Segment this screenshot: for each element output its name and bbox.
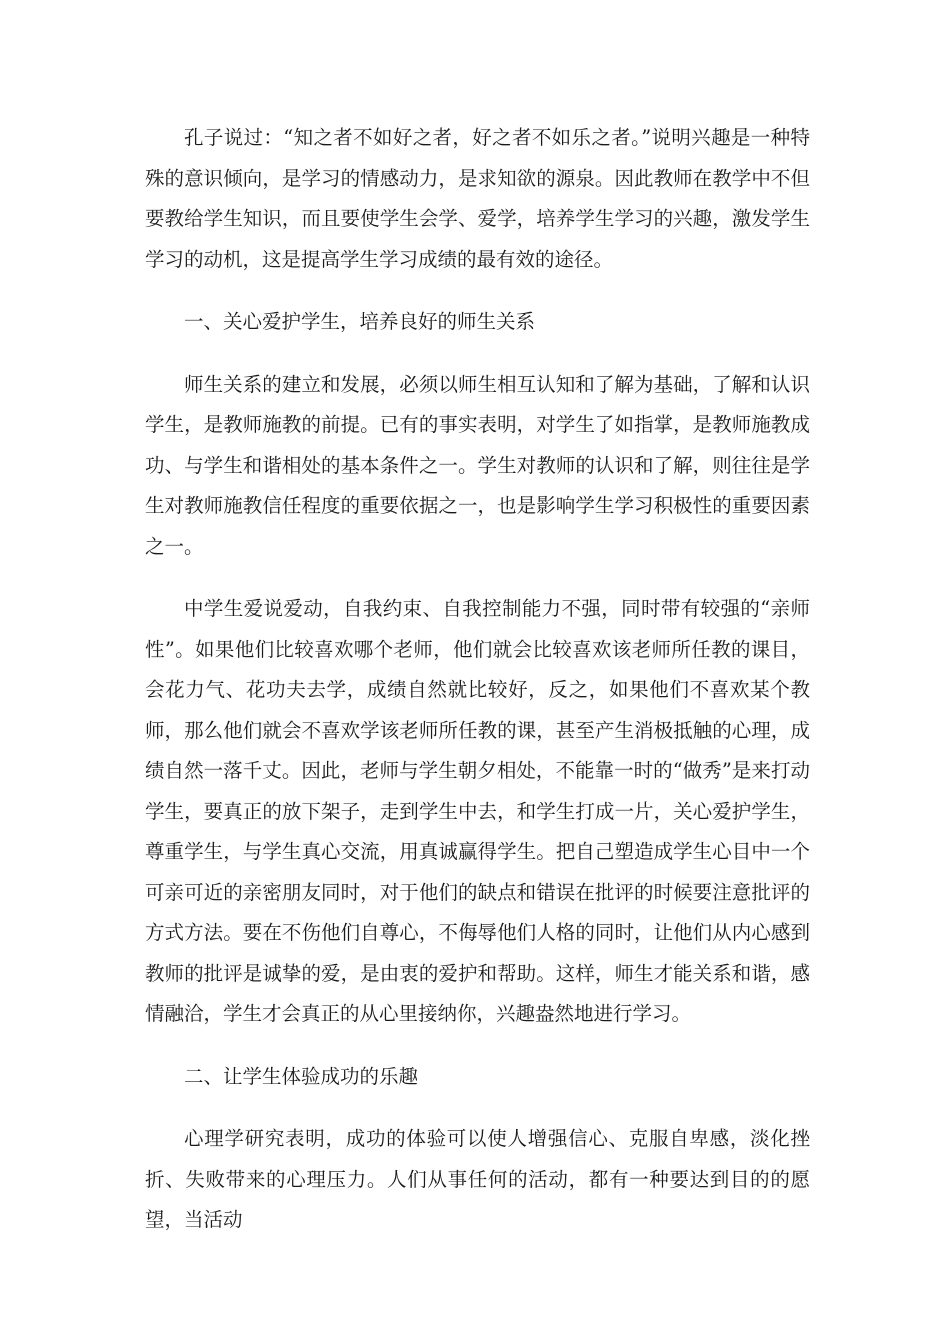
- section-heading-2: 二、让学生体验成功的乐趣: [184, 1064, 419, 1088]
- section-1-paragraph-1: 师生关系的建立和发展，必须以师生相互认知和了解为基础，了解和认识学生，是教师施教的前提。已有的事实表明，对学生了如指掌，是教师施教成功、与学生和谐相处的基本条件之一。学生对教师的认识和了解，则往往是学生对教师施教信任程度的重要依据之一，也是影响学生学习积极性的重要因素之一。: [145, 372, 810, 558]
- section-1-paragraph-2: 中学生爱说爱动，自我约束、自我控制能力不强，同时带有较强的“亲师性”。如果他们比较喜欢哪个老师，他们就会比较喜欢该老师所任教的课目，会花力气、花功夫去学，成绩自然就比较好，反之，如果他们不喜欢某个教师，那么他们就会不喜欢学该老师所任教的课，甚至产生消极抵触的心理，成绩自然一落千丈。因此，老师与学生朝夕相处，不能靠一时的“做秀”是来打动学生，要真正的放下架子，走到学生中去，和学生打成一片，关心爱护学生，尊重学生，与学生真心交流，用真诚赢得学生。把自己塑造成学生心目中一个可亲可近的亲密朋友同时，对于他们的缺点和错误在批评的时候要注意批评的方式方法。要在不伤他们自尊心，不侮辱他们人格的同时，让他们从内心感到教师的批评是诚挚的爱，是由衷的爱护和帮助。这样，师生才能关系和谐，感情融洽，学生才会真正的从心里接纳你，兴趣盎然地进行学习。: [145, 597, 810, 1025]
- section-heading-1: 一、关心爱护学生，培养良好的师生关系: [184, 310, 536, 333]
- intro-paragraph: 孔子说过：“知之者不如好之者，好之者不如乐之者。”说明兴趣是一种特殊的意识倾向，是学习的情感动力，是求知欲的源泉。因此教师在教学中不但要教给学生知识，而且要使学生会学、爱学，培养学生学习的兴趣，激发学生学习的动机，这是提高学生学习成绩的最有效的途径。: [145, 126, 810, 271]
- document-body: [145, 118, 810, 1263]
- section-2-paragraph-1: 心理学研究表明，成功的体验可以使人增强信心、克服自卑感，淡化挫折、失败带来的心理压力。人们从事任何的活动，都有一种要达到目的的愿望，当活动: [145, 1127, 810, 1231]
